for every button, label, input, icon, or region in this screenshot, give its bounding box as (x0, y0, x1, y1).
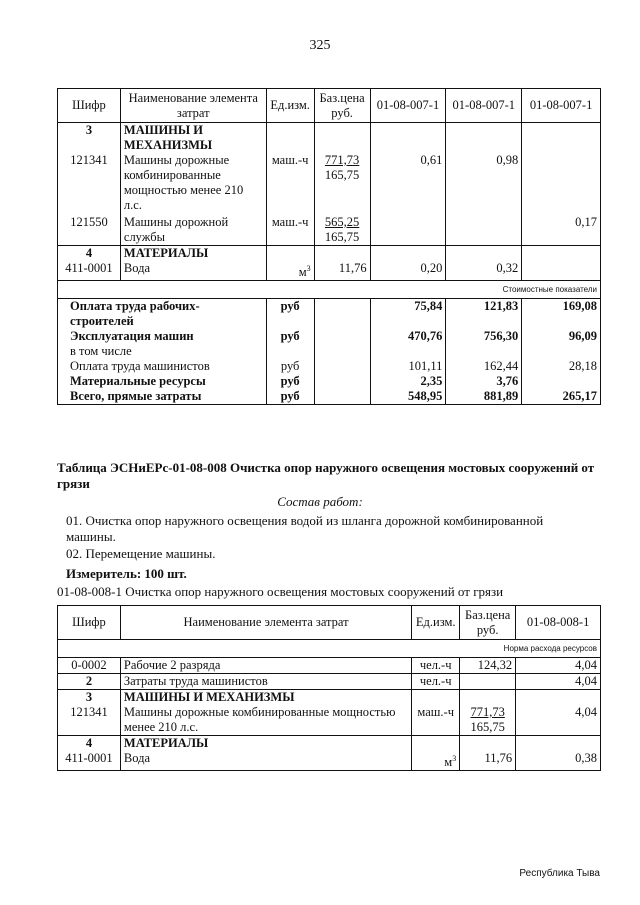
row-value-2: 0,98 (446, 153, 522, 215)
summary-unit: руб (266, 359, 314, 374)
summary-name: Материальные ресурсы (58, 374, 267, 389)
summary-name: Всего, прямые затраты (58, 389, 267, 405)
price-wage: 165,75 (470, 720, 505, 734)
section-title: МАШИНЫ И МЕХАНИЗМЫ (120, 690, 411, 706)
col-unit-header: Ед.изм. (412, 606, 460, 640)
summary-name: Оплата труда машинистов (58, 359, 267, 374)
row-name: Вода (120, 751, 411, 771)
col-unit-header: Ед.изм. (266, 89, 314, 123)
col-name-header: Наименование элемента затрат (120, 606, 411, 640)
row-unit: маш.-ч (266, 153, 314, 215)
summary-value-3: 169,08 (522, 299, 601, 330)
summary-unit: руб (266, 299, 314, 330)
summary-value-3: 28,18 (522, 359, 601, 374)
work-item-2: 02. Перемещение машины. (66, 546, 216, 561)
row-value-1: 0,20 (370, 261, 446, 281)
measure-unit: Измеритель: 100 шт. (66, 566, 187, 581)
row-code: 2 (58, 674, 121, 690)
subtotal-note: в том числе (70, 344, 132, 359)
summary-value-2: 162,44 (446, 359, 522, 374)
row-code: 0-0002 (58, 658, 121, 674)
row-unit: чел.-ч (412, 658, 460, 674)
summary-unit: руб (266, 329, 314, 359)
summary-name: Эксплуатация машин в том числе (58, 329, 267, 359)
row-value-3 (522, 153, 601, 215)
row-code: 121341 (58, 153, 121, 215)
row-name: Машины дорожные комбинированные мощностью менее 210 л.с. (120, 153, 266, 215)
row-value: 4,04 (516, 705, 601, 736)
col-price-header: Баз.цена руб. (314, 89, 370, 123)
row-price (460, 674, 516, 690)
work-composition-label: Состав работ: (277, 494, 363, 509)
row-name: Рабочие 2 разряда (120, 658, 411, 674)
section-title: МАТЕРИАЛЫ (120, 246, 266, 262)
summary-unit: руб (266, 374, 314, 389)
row-value: 4,04 (516, 658, 601, 674)
row-code: 121550 (58, 215, 121, 246)
section-number: 4 (58, 736, 121, 752)
row-unit: маш.-ч (266, 215, 314, 246)
cost-indicators-label: Стоимостные показатели (58, 281, 601, 299)
price-wage: 165,75 (324, 168, 360, 182)
row-value-2: 0,32 (446, 261, 522, 281)
col-code-header: Шифр (58, 89, 121, 123)
row-unit: $м^3$ (266, 261, 314, 281)
row-unit: $м^3$ (412, 751, 460, 771)
col-norm-2-header: 01-08-007-1 (446, 89, 522, 123)
page-number: 325 (309, 38, 331, 53)
section-title: МАШИНЫ И МЕХАНИЗМЫ (120, 123, 266, 154)
summary-value-1: 548,95 (370, 389, 446, 405)
col-norm-1-header: 01-08-007-1 (370, 89, 446, 123)
col-norm-3-header: 01-08-007-1 (522, 89, 601, 123)
summary-value-1: 470,76 (370, 329, 446, 359)
col-norm-header: 01-08-008-1 (516, 606, 601, 640)
summary-value-2: 756,30 (446, 329, 522, 359)
summary-unit: руб (266, 389, 314, 405)
row-value: 4,04 (516, 674, 601, 690)
work-item-1: 01. Очистка опор наружного освещения водой из шланга дорожной комбинированной машины. (66, 513, 544, 544)
row-price (460, 705, 516, 736)
row-value-3 (522, 261, 601, 281)
row-code: 411-0001 (58, 261, 121, 281)
summary-value-3: 265,17 (522, 389, 601, 405)
row-price (314, 153, 370, 215)
row-unit: чел.-ч (412, 674, 460, 690)
norm-label: Норма расхода ресурсов (58, 640, 601, 658)
summary-value-3: 96,09 (522, 329, 601, 359)
section-title: МАТЕРИАЛЫ (120, 736, 411, 752)
section-number: 4 (58, 246, 121, 262)
row-name: Затраты труда машинистов (120, 674, 411, 690)
row-price (314, 215, 370, 246)
resource-table-008 (57, 605, 601, 771)
row-unit: маш.-ч (412, 705, 460, 736)
row-value-2 (446, 215, 522, 246)
section-number: 3 (58, 123, 121, 154)
row-price: 11,76 (460, 751, 516, 771)
col-price-header: Баз.цена руб. (460, 606, 516, 640)
summary-value-2: 881,89 (446, 389, 522, 405)
summary-value-1: 2,35 (370, 374, 446, 389)
price-base: 565,25 (324, 215, 360, 229)
row-code: 121341 (58, 705, 121, 736)
summary-value-2: 3,76 (446, 374, 522, 389)
summary-value-1: 101,11 (370, 359, 446, 374)
section-title: Таблица ЭСНиЕРс-01-08-008 Очистка опор наружного освещения мостовых сооружений от грязи (57, 460, 595, 491)
col-name-header: Наименование элемента затрат (120, 89, 266, 123)
row-price: 124,32 (460, 658, 516, 674)
summary-name: Оплата труда рабочих-строителей (58, 299, 267, 330)
row-code: 411-0001 (58, 751, 121, 771)
row-name: Вода (120, 261, 266, 281)
price-base: 771,73 (324, 153, 360, 167)
summary-value-2: 121,83 (446, 299, 522, 330)
price-wage: 165,75 (324, 230, 360, 244)
price-base: 771,73 (470, 705, 505, 719)
summary-value-3 (522, 374, 601, 389)
row-value-1: 0,61 (370, 153, 446, 215)
row-name: Машины дорожной службы (120, 215, 266, 246)
row-price: 11,76 (314, 261, 370, 281)
section-number: 3 (58, 690, 121, 706)
col-code-header: Шифр (58, 606, 121, 640)
row-value-3: 0,17 (522, 215, 601, 246)
norm-subtitle: 01-08-008-1 Очистка опор наружного освещения мостовых сооружений от грязи (57, 584, 504, 599)
summary-value-1: 75,84 (370, 299, 446, 330)
footer-region: Республика Тыва (519, 868, 600, 879)
row-value-1 (370, 215, 446, 246)
resource-table-007 (57, 88, 601, 405)
row-value: 0,38 (516, 751, 601, 771)
row-name: Машины дорожные комбинированные мощностью менее 210 л.с. (120, 705, 411, 736)
